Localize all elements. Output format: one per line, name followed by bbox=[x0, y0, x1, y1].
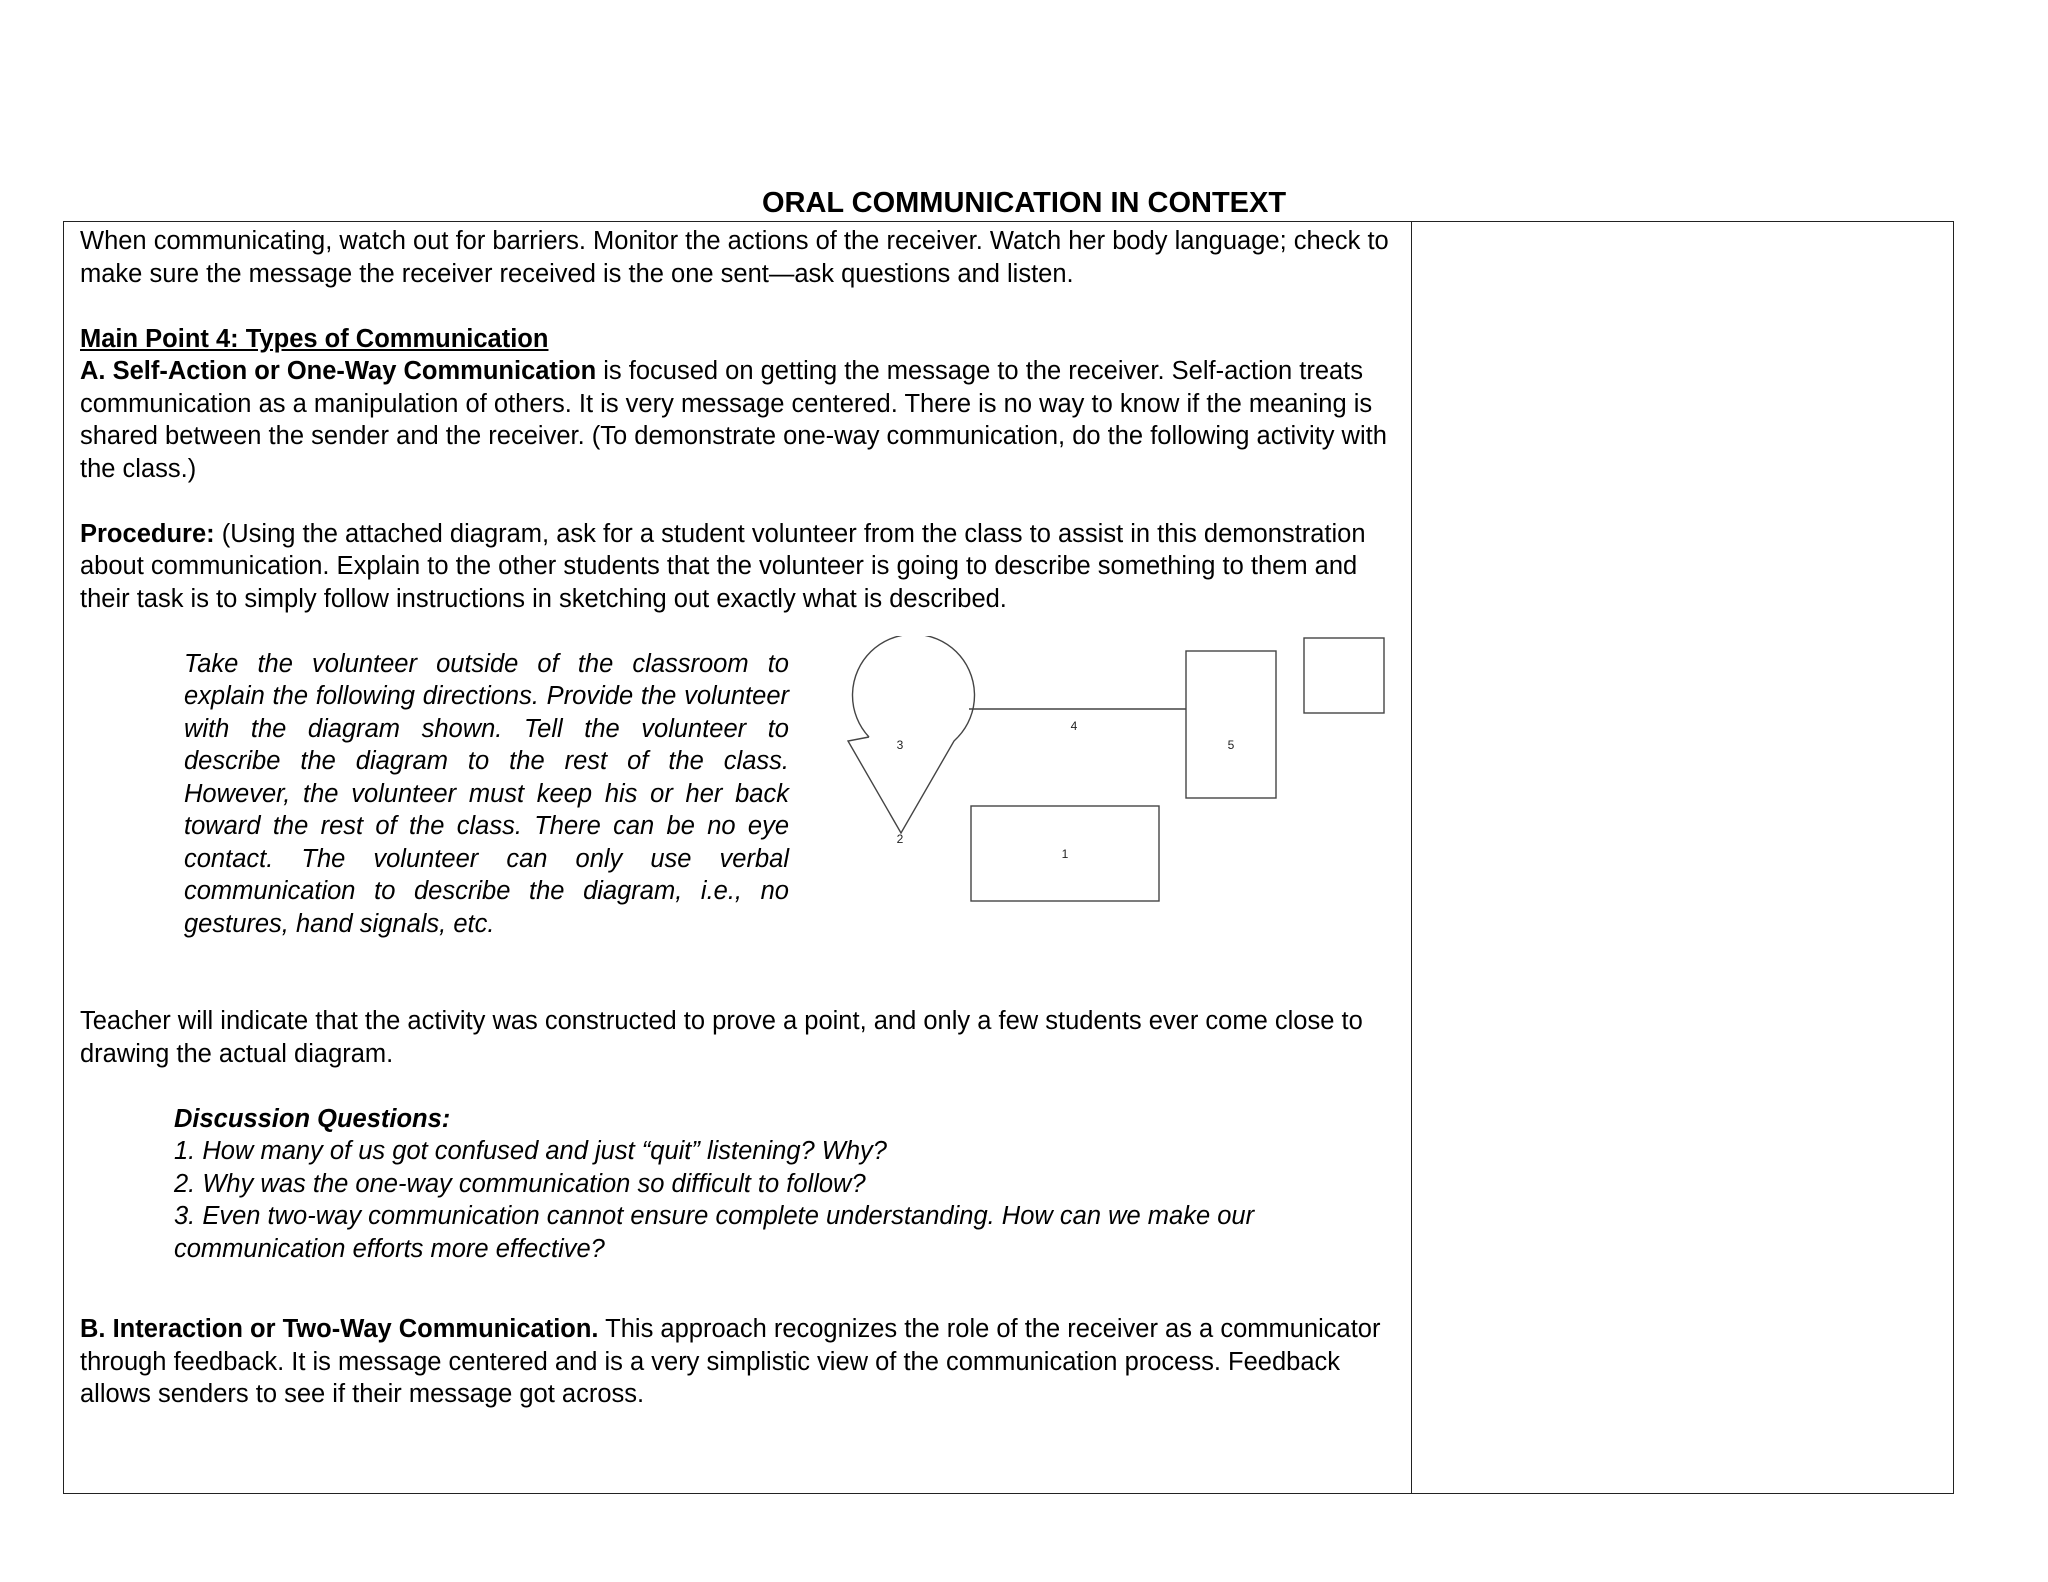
activity-area bbox=[80, 648, 1405, 973]
section-b-label: B. Interaction or Two-Way Communication. bbox=[80, 1315, 599, 1343]
main-point-heading: Main Point 4: Types of Communication bbox=[80, 324, 549, 353]
section-a-label: A. Self-Action or One-Way Communication bbox=[80, 357, 597, 385]
column-divider bbox=[1411, 222, 1412, 1493]
procedure-paragraph bbox=[80, 518, 1405, 616]
discussion-title: Discussion Questions: bbox=[174, 1104, 451, 1133]
discussion-question: 2. Why was the one-way communication so difficult to follow? bbox=[174, 1169, 866, 1198]
activity-instructions: Take the volunteer outside of the classroom to explain the following directions. Provide the volunteer with the diagram shown. Tell the volunteer to describe the diagram to the rest of the class. However, the volunteer must keep his or her back toward the rest of the class. There can be no eye contact. The volunteer can only use verbal communication to describe the diagram, i.e., no gestures, hand signals, etc. bbox=[184, 649, 789, 938]
procedure-label: Procedure: bbox=[80, 519, 215, 548]
main-content-cell bbox=[80, 225, 1405, 1411]
content-table bbox=[63, 221, 1954, 1494]
diagram-rect-tall bbox=[1186, 651, 1276, 798]
teacher-note: Teacher will indicate that the activity was constructed to prove a point, and only a few students ever come close to drawing the actual diagram. bbox=[80, 1007, 1363, 1068]
diagram-label-circle: 3 bbox=[896, 737, 904, 752]
page-title: ORAL COMMUNICATION IN CONTEXT bbox=[761, 187, 1287, 219]
communication-diagram bbox=[838, 636, 1408, 946]
diagram-label-rect-tall: 5 bbox=[1227, 737, 1235, 752]
section-b-paragraph bbox=[80, 1313, 1405, 1411]
diagram-label-rect-bottom: 1 bbox=[1061, 846, 1069, 861]
main-point-block bbox=[80, 323, 1405, 486]
section-b-text: This approach recognizes the role of the receiver as a communicator through feedback. It is message centered and is a very simplistic view of the communication process. Feedback allows senders to see if their message got across. bbox=[80, 1315, 1381, 1408]
discussion-block bbox=[80, 1103, 1405, 1266]
discussion-question: 1. How many of us got confused and just “quit” listening? Why? bbox=[174, 1137, 887, 1165]
intro-paragraph: When communicating, watch out for barriers. Monitor the actions of the receiver. Watch her body language; check to make sure the message the receiver received is the one sent—ask questions and listen. bbox=[80, 227, 1389, 288]
procedure-text: (Using the attached diagram, ask for a student volunteer from the class to assist in this demonstration about communication. Explain to the other students that the volunteer is going to describe something to them and their task is to simply follow instructions in sketching out exactly what is described. bbox=[80, 519, 1366, 613]
diagram-circle-shape bbox=[853, 636, 975, 737]
diagram-rect-small bbox=[1304, 638, 1384, 713]
diagram-label-line: 4 bbox=[1070, 718, 1078, 733]
discussion-question: 3. Even two-way communication cannot ensure complete understanding. How can we make our communication efforts more effective? bbox=[174, 1202, 1255, 1263]
diagram-label-triangle: 2 bbox=[896, 831, 904, 846]
section-a-text: is focused on getting the message to the receiver. Self-action treats communication as a manipulation of others. It is very message centered. There is no way to know if the meaning is shared between the sender and the receiver. (To demonstrate one-way communication, do the following activity with the class.) bbox=[80, 357, 1387, 483]
